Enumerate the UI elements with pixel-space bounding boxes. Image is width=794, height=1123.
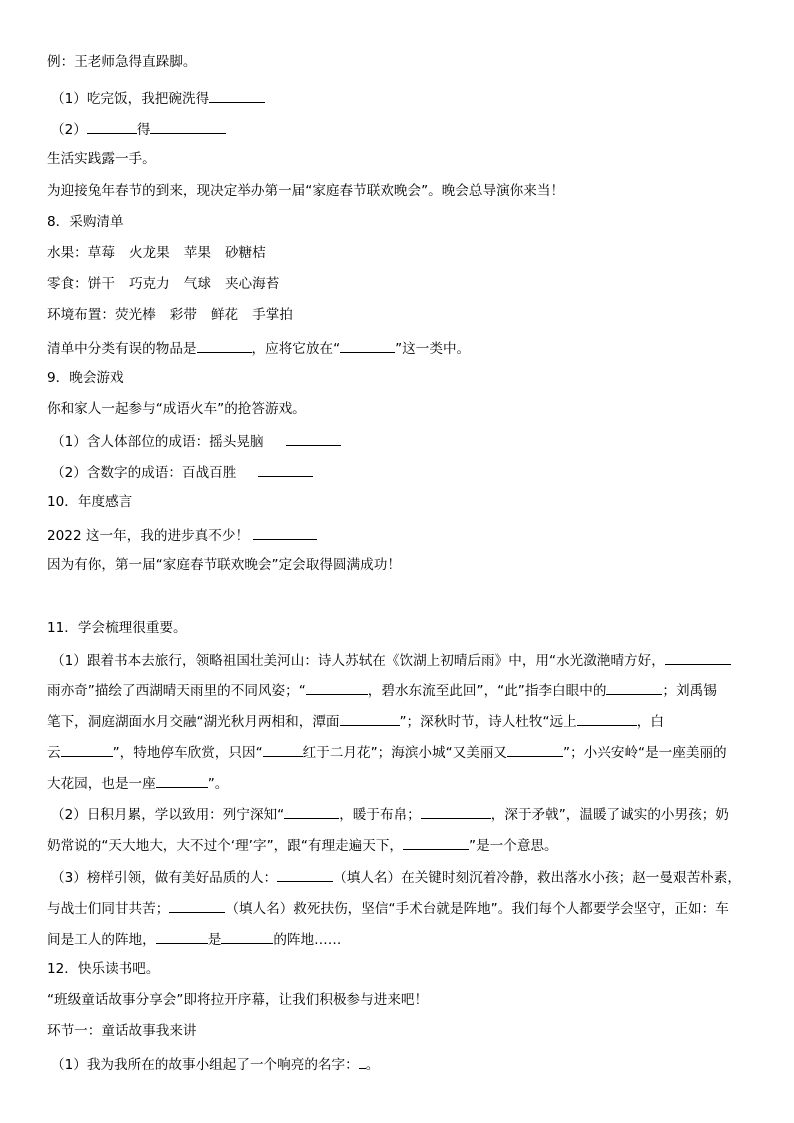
answer-blank[interactable] xyxy=(507,741,563,757)
line-text: ”；深秋时节，诗人杜牧“远上 xyxy=(399,714,577,730)
answer-blank[interactable] xyxy=(577,710,637,726)
answer-blank[interactable] xyxy=(606,679,662,695)
line-text: 间是工人的阵地， xyxy=(47,932,156,948)
line-text: 笔下，洞庭湖面水月交融“湖光秋月两相和，潭面 xyxy=(47,714,340,730)
line-text: （1）跟着书本去旅行，领略祖国壮美河山：诗人苏轼在《饮湖上初晴后雨》中，用“水光潋滟晴方好， xyxy=(51,653,665,669)
example-label: 例： xyxy=(47,54,75,70)
list-item: 草莓 xyxy=(87,245,115,261)
q11-p3-line-3 xyxy=(47,928,341,950)
line-text: （3）榜样引领，做有美好品质的人： xyxy=(51,870,278,886)
list-item: 鲜花 xyxy=(210,307,239,323)
line-text: 2022 这一年，我的进步真不少！ xyxy=(47,528,250,544)
answer-blank[interactable] xyxy=(284,803,339,819)
answer-blank[interactable] xyxy=(277,866,333,882)
line-text: 奶常说的“天大地大，大不过个‘理’字”，跟“有理走遍天下， xyxy=(47,838,404,854)
q11-p2-line-2 xyxy=(47,834,558,856)
line-text: （填人名）救死扶伤，坚信“手术台就是阵地”。我们每个人都要学会坚守，正如：车 xyxy=(225,901,729,917)
answer-blank[interactable] xyxy=(197,337,252,353)
q12-title: 12．快乐读书吧。 xyxy=(47,961,160,977)
item-number: （2） xyxy=(51,122,87,138)
answer-blank[interactable] xyxy=(403,834,469,850)
line-text: 大花园，也是一座 xyxy=(47,776,156,792)
line-text: 与战士们同甘共苦； xyxy=(47,901,170,917)
list-item: 苹果 xyxy=(183,245,211,261)
q9-intro: 你和家人一起参与“成语火车”的抢答游戏。 xyxy=(47,401,306,417)
q8-title: 8．采购清单 xyxy=(47,214,124,230)
q12-section: 环节一：童话故事我来讲 xyxy=(47,1023,197,1039)
list-item: 火龙果 xyxy=(128,245,170,261)
item-text: 我为我所在的故事小组起了一个响亮的名字： xyxy=(86,1057,359,1073)
q9-title: 9．晚会游戏 xyxy=(47,370,124,386)
q7-item-1 xyxy=(51,87,265,109)
question-text: ，应将它放在“ xyxy=(251,341,341,357)
line-text: 雨亦奇”描绘了西湖晴天雨里的不同风姿；“ xyxy=(47,683,306,699)
q10-line-2: 因为有你，第一届“家庭春节联欢晚会”定会取得圆满成功！ xyxy=(47,557,401,573)
answer-blank[interactable] xyxy=(156,928,208,944)
line-text: ，暖于布帛； xyxy=(339,807,421,823)
q12-intro: “班级童话故事分享会”即将拉开序幕，让我们积极参与进来吧！ xyxy=(47,992,429,1008)
answer-blank[interactable] xyxy=(359,1053,366,1069)
answer-blank[interactable] xyxy=(665,649,731,665)
list-item: 彩带 xyxy=(169,307,197,323)
q7-item-2 xyxy=(51,118,226,140)
line-text: 是 xyxy=(207,932,222,948)
answer-blank[interactable] xyxy=(306,679,368,695)
answer-blank[interactable] xyxy=(61,741,113,757)
item-number: （2） xyxy=(51,465,87,481)
line-text: （填人名）在关键时刻沉着冷静，救出落水小孩；赵一曼艰苦朴素， xyxy=(333,870,741,886)
practice-intro: 为迎接兔年春节的到来，现决定举办第一届“家庭春节联欢晚会”。晚会总导演你来当！ xyxy=(47,183,565,199)
question-text: ”这一类中。 xyxy=(395,341,471,357)
question-text: 清单中分类有误的物品是 xyxy=(47,341,197,357)
q11-p1-line-2 xyxy=(47,679,717,701)
q11-title: 11．学会梳理很重要。 xyxy=(47,620,187,636)
item-number: （1） xyxy=(51,1057,87,1073)
list-label: 零食： xyxy=(47,276,88,292)
list-item: 巧克力 xyxy=(128,276,170,292)
answer-blank[interactable] xyxy=(87,118,137,134)
q11-p1-line-5 xyxy=(47,772,228,794)
answer-blank[interactable] xyxy=(209,87,265,103)
q11-p1-line-4 xyxy=(47,741,727,763)
line-text: 红于二月花”；海滨小城“又美丽又 xyxy=(302,745,508,761)
q9-item-1 xyxy=(51,430,341,452)
list-item: 荧光棒 xyxy=(114,307,156,323)
item-text: 吃完饭，我把碗洗得 xyxy=(86,91,210,107)
q10-title: 10．年度感言 xyxy=(47,494,133,510)
example-text: 王老师急得直跺脚。 xyxy=(74,54,197,70)
line-text: ”。 xyxy=(207,776,229,792)
item-number: （1） xyxy=(51,91,87,107)
q12-item-1 xyxy=(51,1053,379,1075)
practice-title: 生活实践露一手。 xyxy=(47,151,156,167)
answer-blank[interactable] xyxy=(150,118,226,134)
q11-p2-line-1 xyxy=(51,803,729,825)
example-line xyxy=(47,52,197,72)
answer-blank[interactable] xyxy=(421,803,491,819)
line-text: ”，特地停车欣赏，只因“ xyxy=(112,745,263,761)
line-text: 云 xyxy=(47,745,61,761)
line-text: ”；小兴安岭“是一座美丽的 xyxy=(563,745,727,761)
list-item: 夹心海苔 xyxy=(224,276,280,292)
line-text: ；刘禹锡 xyxy=(662,683,717,699)
list-item: 气球 xyxy=(183,276,211,292)
item-text: 含数字的成语：百战百胜 xyxy=(86,465,237,481)
line-text: ，白 xyxy=(636,714,664,730)
answer-blank[interactable] xyxy=(263,741,303,757)
answer-blank[interactable] xyxy=(340,337,395,353)
answer-blank[interactable] xyxy=(286,430,341,446)
list-label: 环境布置： xyxy=(47,307,115,323)
list-item: 砂糖桔 xyxy=(224,245,266,261)
line-text: ”是一个意思。 xyxy=(469,838,558,854)
item-text: 含人体部位的成语：摇头晃脑 xyxy=(86,434,264,450)
q8-decor-line xyxy=(47,305,293,325)
answer-blank[interactable] xyxy=(156,772,208,788)
q11-p3-line-1 xyxy=(51,866,741,888)
line-text: 的阵地…… xyxy=(273,932,342,948)
q11-p1-line-3 xyxy=(47,710,664,732)
answer-blank[interactable] xyxy=(169,897,225,913)
q9-item-2 xyxy=(51,461,313,483)
item-number: （1） xyxy=(51,434,87,450)
q8-snack-line xyxy=(47,274,279,294)
answer-blank[interactable] xyxy=(221,928,273,944)
answer-blank[interactable] xyxy=(253,524,317,540)
q8-question xyxy=(47,337,470,359)
line-text: ，碧水东流至此回”，“此”指李白眼中的 xyxy=(367,683,607,699)
q11-p1-line-1 xyxy=(51,649,731,671)
answer-blank[interactable] xyxy=(258,461,313,477)
list-item: 手掌拍 xyxy=(252,307,293,323)
q10-line-1 xyxy=(47,524,317,546)
line-text: （2）日积月累，学以致用：列宁深知“ xyxy=(51,807,285,823)
line-text: ，深于矛戟”，温暖了诚实的小男孩；奶 xyxy=(490,807,729,823)
list-item: 饼干 xyxy=(87,276,115,292)
answer-blank[interactable] xyxy=(340,710,400,726)
q11-p3-line-2 xyxy=(47,897,729,919)
item-text: 得 xyxy=(136,122,151,138)
list-label: 水果： xyxy=(47,245,88,261)
q8-fruit-line xyxy=(47,243,266,263)
item-text: 。 xyxy=(365,1057,380,1073)
